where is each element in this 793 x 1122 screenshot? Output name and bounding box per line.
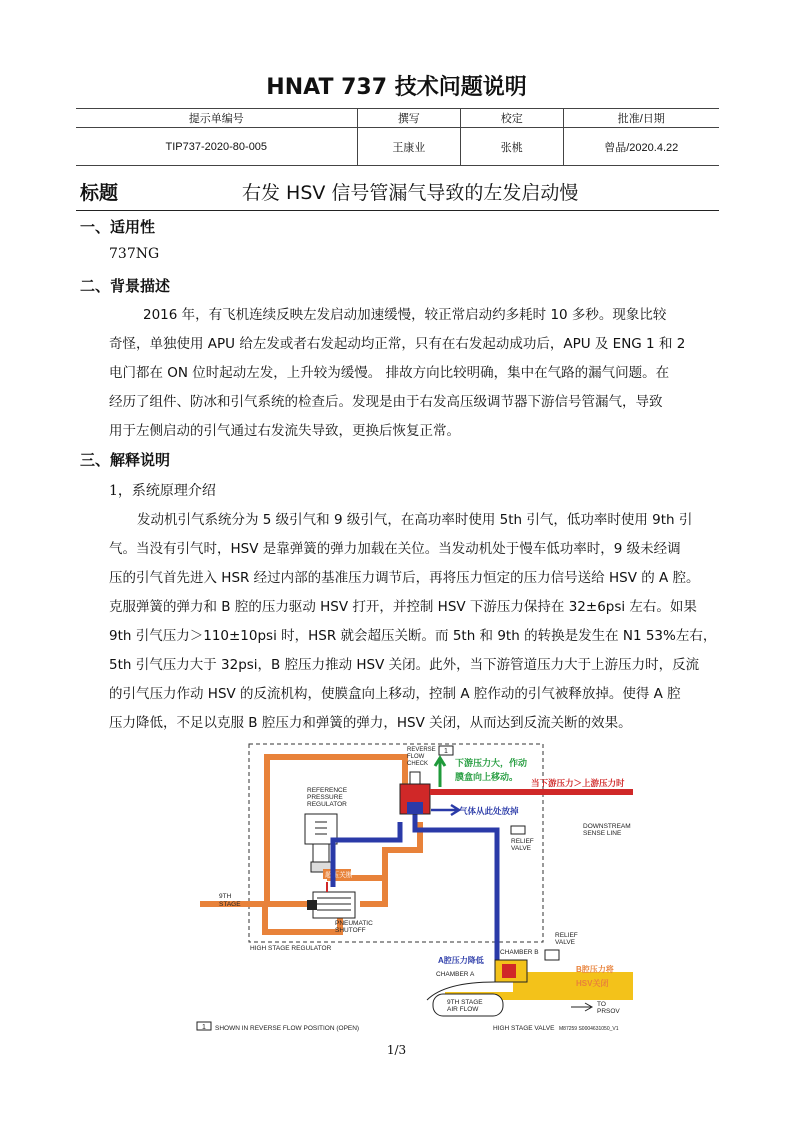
header-col-author: 撰写 [357, 109, 460, 128]
header-value-tip-number: TIP737-2020-80-005 [76, 128, 357, 166]
prsov-arrow [571, 1003, 592, 1011]
background-line: 用于左侧启动的引气通过右发流失导致，更换后恢复正常。 [109, 423, 460, 439]
hsv-label: HIGH STAGE VALVE [493, 1025, 555, 1032]
subsection-heading: 1，系统原理介绍 [109, 483, 216, 499]
prsov-label: TO PRSOV [597, 1001, 620, 1015]
section-heading-explanation: 三、解释说明 [80, 451, 171, 469]
footnote-label: SHOWN IN REVERSE FLOW POSITION (OPEN) [215, 1025, 360, 1032]
header-value-approval: 曾晶/2020.4.22 [563, 128, 719, 166]
note-badge-label: 1 [444, 748, 448, 755]
explanation-line: 气。当没有引气时，HSV 是靠弹簧的弹力加载在关位。当发动机处于慢车低功率时，9 级未经调 [109, 541, 681, 557]
b-chamber-note: B腔压力将 HSV关闭 [576, 965, 614, 988]
header-value-reviewer: 张桃 [461, 128, 563, 166]
header-col-tip-number: 提示单编号 [76, 109, 357, 128]
header-value-author: 王康业 [357, 128, 460, 166]
explanation-line: 9th 引气压力＞110±10psi 时，HSR 就会超压关断。而 5th 和 9th 的转换是发生在 N1 53%左右， [109, 628, 717, 644]
section-heading-background: 二、背景描述 [80, 277, 171, 295]
relief-valve-upper-label: RELIEF VALVE [511, 838, 534, 852]
red-note: 当下游压力＞上游压力时 [531, 778, 625, 788]
header-table [76, 108, 719, 166]
explanation-line: 发动机引气系统分为 5 级引气和 9 级引气，在高功率时使用 5th 引气，低功率时使用 9th 引 [137, 512, 693, 528]
green-up-arrow [435, 758, 445, 787]
explanation-line: 克服弹簧的弹力和 B 腔的压力驱动 HSV 打开，并控制 HSV 下游压力保持在 32±6psi 左右。如果 [109, 599, 697, 615]
schematic-svg [195, 742, 635, 1037]
airflow-label: 9TH STAGE AIR FLOW [447, 999, 483, 1013]
header-col-approval: 批准/日期 [563, 109, 719, 128]
background-line: 奇怪，单独使用 APU 给左发或者右发起动均正常，只有在右发起动成功后，APU 及 ENG 1 和 2 [109, 336, 686, 352]
ninth-stage-label: 9TH STAGE [219, 893, 241, 908]
background-line: 电门都在 ON 位时起动左发，上升较为缓慢。 排故方向比较明确，集中在气路的漏气问题。在 [109, 365, 670, 381]
relief-valve-upper-icon [511, 826, 525, 834]
vent-arrow [431, 805, 459, 815]
green-note: 下游压力大，作动膜盒向上移动。 [455, 758, 528, 782]
chamber-b-label: CHAMBER B [500, 949, 539, 956]
ref-reg-label: REFERENCE PRESSURE REGULATOR [307, 787, 348, 808]
subject-row [76, 176, 719, 211]
page-title: HNAT 737 技术问题说明 [266, 75, 527, 100]
relief-valve-lower-label: RELIEF VALVE [555, 932, 578, 946]
a-chamber-note: A腔压力降低 [438, 956, 484, 965]
pneumatic-label: PNEUMATIC SHUTOFF [335, 920, 373, 934]
applicability-text: 737NG [109, 246, 160, 262]
header-col-reviewer: 校定 [461, 109, 563, 128]
blue-note: 气体从此处放掉 [459, 806, 519, 816]
explanation-paragraph [109, 506, 717, 738]
pneumatic-shutoff [307, 892, 355, 918]
reverse-flow-label: REVERSE FLOW CHECK [407, 747, 436, 767]
background-line: 经历了组件、防冰和引气系统的检查后。发现是由于右发高压级调节器下游信号管漏气，导致 [109, 394, 663, 410]
chamber-a-label: CHAMBER A [436, 971, 475, 978]
explanation-line: 5th 引气压力大于 32psi，B 腔压力推动 HSV 关闭。此外，当下游管道压力大于上游压力时，反流 [109, 657, 700, 673]
footnote-badge-label: 1 [202, 1024, 206, 1031]
hsv-schematic-diagram [195, 742, 635, 1037]
page-number: 1/3 [386, 1043, 407, 1057]
section-heading-applicability: 一、适用性 [80, 218, 156, 236]
background-paragraph [109, 301, 694, 446]
background-line: 2016 年，有飞机连续反映左发启动加速缓慢，较正常启动约多耗时 10 多秒。现象比较 [143, 307, 667, 323]
explanation-line: 的引气压力作动 HSV 的反流机构，使膜盒向上移动，控制 A 腔作动的引气被释放掉。使得 A 腔 [109, 686, 681, 702]
downstream-label: DOWNSTREAM SENSE LINE [583, 823, 631, 837]
subject-label: 标题 [80, 182, 119, 204]
hsr-label: HIGH STAGE REGULATOR [250, 945, 332, 952]
figure-id: M87259 S0004631050_V1 [559, 1026, 619, 1032]
subject-text: 右发 HSV 信号管漏气导致的左发启动慢 [242, 182, 579, 204]
explanation-line: 压的引气首先进入 HSR 经过内部的基准压力调节后，再将压力恒定的压力信号送给 HSV 的 A 腔。 [109, 570, 700, 586]
overpressure-label: 超压关断 [325, 872, 353, 879]
explanation-line: 压力降低，不足以克服 B 腔压力和弹簧的弹力，HSV 关闭，从而达到反流关断的效果。 [109, 715, 632, 731]
